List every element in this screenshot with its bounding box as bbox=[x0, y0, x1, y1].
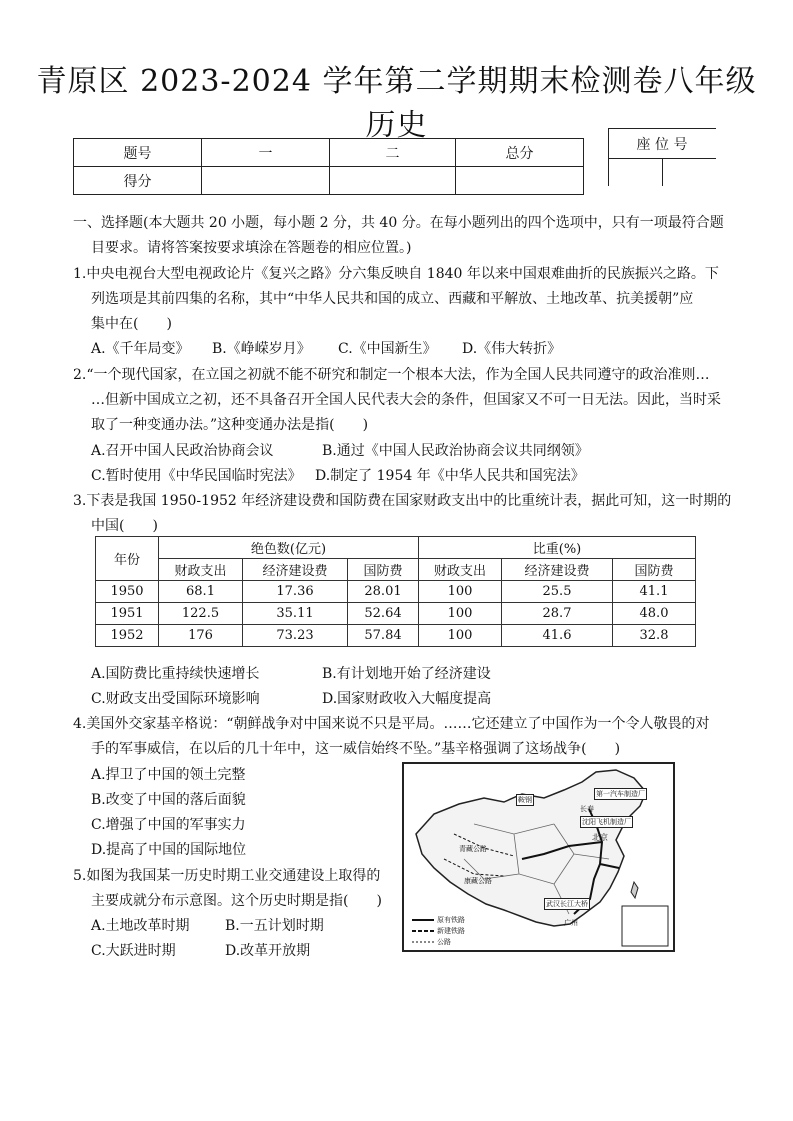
table-cell: 35.11 bbox=[243, 603, 348, 625]
table-cell: 176 bbox=[159, 625, 243, 647]
table-cell: 100 bbox=[419, 581, 502, 603]
exam-subject: 历史 bbox=[365, 108, 428, 143]
option-d[interactable]: D.《伟大转折》 bbox=[462, 341, 562, 357]
score-input-cell[interactable] bbox=[202, 167, 330, 195]
table-cell: 73.23 bbox=[243, 625, 348, 647]
table-group-header: 比重(%) bbox=[419, 537, 696, 559]
option-b[interactable]: B.《峥嵘岁月》 bbox=[212, 341, 311, 357]
score-input-cell[interactable] bbox=[330, 167, 456, 195]
map-label-first-auto: 第一汽车制造厂 bbox=[596, 790, 645, 798]
question-text: 手的军事威信，在以后的几十年中，这一威信始终不坠。”基辛格强调了这场战争( ) bbox=[91, 741, 621, 757]
score-input-cell[interactable] bbox=[456, 167, 584, 195]
map-label-anshan: 鞍钢 bbox=[518, 796, 532, 804]
table-cell: 1952 bbox=[96, 625, 159, 647]
question-text: 主要成就分布示意图。这个历史时期是指( ) bbox=[91, 893, 382, 909]
table-group-header: 绝色数(亿元) bbox=[159, 537, 419, 559]
option-a[interactable]: A.国防费比重持续快速增长 bbox=[91, 666, 260, 682]
option-c[interactable]: C.增强了中国的军事实力 bbox=[91, 817, 246, 833]
option-b[interactable]: B.有计划地开始了经济建设 bbox=[322, 666, 491, 682]
legend-new-rail: 新建铁路 bbox=[437, 927, 465, 935]
score-header-cell: 题号 bbox=[74, 139, 202, 167]
map-label-changchun: 长春 bbox=[580, 805, 594, 813]
option-b[interactable]: B.改变了中国的落后面貌 bbox=[91, 792, 246, 808]
seat-number-box bbox=[608, 128, 716, 186]
score-row-label: 得分 bbox=[74, 167, 202, 195]
question-text: 4.美国外交家基辛格说：“朝鲜战争对中国来说不只是平局。……它还建立了中国作为一个令人敬畏的对 bbox=[73, 716, 710, 732]
section-instruction: 目要求。请将答案按要求填涂在答题卷的相应位置。) bbox=[91, 240, 412, 256]
score-header-cell: 总分 bbox=[456, 139, 584, 167]
table-cell: 52.64 bbox=[348, 603, 419, 625]
question-text: 集中在( ) bbox=[91, 316, 172, 332]
china-industry-map bbox=[402, 762, 675, 952]
table-cell: 32.8 bbox=[613, 625, 696, 647]
map-label-wuhan-bridge: 武汉长江大桥 bbox=[546, 900, 588, 908]
legend-existing-rail: 原有铁路 bbox=[437, 916, 465, 924]
seat-number-label: 座 位 号 bbox=[636, 137, 688, 153]
legend-highway: 公路 bbox=[437, 938, 451, 946]
question-text: 1.中央电视台大型电视政论片《复兴之路》分六集反映自 1840 年以来中国艰难曲折的民族振兴之路。下 bbox=[73, 266, 719, 282]
table-cell: 28.01 bbox=[348, 581, 419, 603]
table-cell: 17.36 bbox=[243, 581, 348, 603]
option-a[interactable]: A.捍卫了中国的领土完整 bbox=[91, 767, 246, 783]
option-c[interactable]: C.大跃进时期 bbox=[91, 943, 176, 959]
table-header: 年份 bbox=[96, 537, 159, 581]
table-cell: 25.5 bbox=[502, 581, 613, 603]
option-a[interactable]: A.土地改革时期 bbox=[91, 918, 190, 934]
table-subheader: 国防费 bbox=[613, 559, 696, 581]
score-header-cell: 一 bbox=[202, 139, 330, 167]
table-cell: 1950 bbox=[96, 581, 159, 603]
table-cell: 100 bbox=[419, 603, 502, 625]
table-cell: 28.7 bbox=[502, 603, 613, 625]
table-cell: 57.84 bbox=[348, 625, 419, 647]
question-text: …但新中国成立之初，还不具备召开全国人民代表大会的条件，但国家又不可一日无法。因此，当时采 bbox=[91, 392, 721, 408]
option-b[interactable]: B.一五计划时期 bbox=[225, 918, 324, 934]
table-row bbox=[96, 603, 696, 625]
option-b[interactable]: B.通过《中国人民政治协商会议共同纲领》 bbox=[322, 443, 589, 459]
table-subheader: 财政支出 bbox=[159, 559, 243, 581]
table-subheader: 财政支出 bbox=[419, 559, 502, 581]
question-text: 取了一种变通办法。”这种变通办法是指( ) bbox=[91, 417, 369, 433]
map-label-beijing: 北京 bbox=[592, 833, 608, 842]
option-d[interactable]: D.改革开放期 bbox=[225, 943, 311, 959]
table-cell: 41.1 bbox=[613, 581, 696, 603]
score-table bbox=[73, 138, 584, 195]
map-label-guangzhou: 广州 bbox=[564, 919, 578, 927]
question-text: 5.如图为我国某一历史时期工业交通建设上取得的 bbox=[73, 868, 381, 884]
south-sea-inset bbox=[622, 906, 668, 946]
table-cell: 41.6 bbox=[502, 625, 613, 647]
table-subheader: 经济建设费 bbox=[243, 559, 348, 581]
option-a[interactable]: A.召开中国人民政治协商会议 bbox=[91, 443, 274, 459]
option-a[interactable]: A.《千年局变》 bbox=[91, 341, 190, 357]
option-d[interactable]: D.提高了中国的国际地位 bbox=[91, 842, 247, 858]
table-subheader: 国防费 bbox=[348, 559, 419, 581]
option-c[interactable]: C.《中国新生》 bbox=[338, 341, 437, 357]
table-subheader: 经济建设费 bbox=[502, 559, 613, 581]
map-label-kangzang: 康藏公路 bbox=[464, 877, 492, 885]
map-label-qingzang: 青藏公路 bbox=[459, 845, 487, 853]
table-cell: 122.5 bbox=[159, 603, 243, 625]
option-c[interactable]: C.暂时使用《中华民国临时宪法》 bbox=[91, 468, 302, 484]
option-d[interactable]: D.制定了 1954 年《中华人民共和国宪法》 bbox=[315, 468, 585, 484]
table-row bbox=[96, 581, 696, 603]
taiwan-island bbox=[631, 882, 638, 898]
table-row bbox=[96, 625, 696, 647]
table-cell: 100 bbox=[419, 625, 502, 647]
question-text: 列选项是其前四集的名称，其中“中华人民共和国的成立、西藏和平解放、土地改革、抗美援朝”应 bbox=[91, 291, 694, 307]
section-instruction: 一、选择题(本大题共 20 小题，每小题 2 分，共 40 分。在每小题列出的四个选项中，只有一项最符合题 bbox=[73, 215, 724, 231]
statistics-table bbox=[95, 536, 696, 647]
question-text: 2.“一个现代国家，在立国之初就不能不研究和制定一个根本大法，作为全国人民共同遵守的政治准则… bbox=[73, 367, 710, 383]
table-cell: 68.1 bbox=[159, 581, 243, 603]
option-c[interactable]: C.财政支出受国际环境影响 bbox=[91, 691, 260, 707]
question-text: 3.下表是我国 1950-1952 年经济建设费和国防费在国家财政支出中的比重统计表，据此可知，这一时期的 bbox=[73, 493, 732, 509]
table-cell: 1951 bbox=[96, 603, 159, 625]
exam-title: 青原区 2023-2024 学年第二学期期末检测卷八年级 bbox=[36, 64, 757, 99]
map-label-shenyang: 沈阳飞机制造厂 bbox=[582, 818, 631, 826]
option-d[interactable]: D.国家财政收入大幅度提高 bbox=[322, 691, 492, 707]
question-text: 中国( ) bbox=[91, 518, 158, 534]
score-header-cell: 二 bbox=[330, 139, 456, 167]
table-cell: 48.0 bbox=[613, 603, 696, 625]
